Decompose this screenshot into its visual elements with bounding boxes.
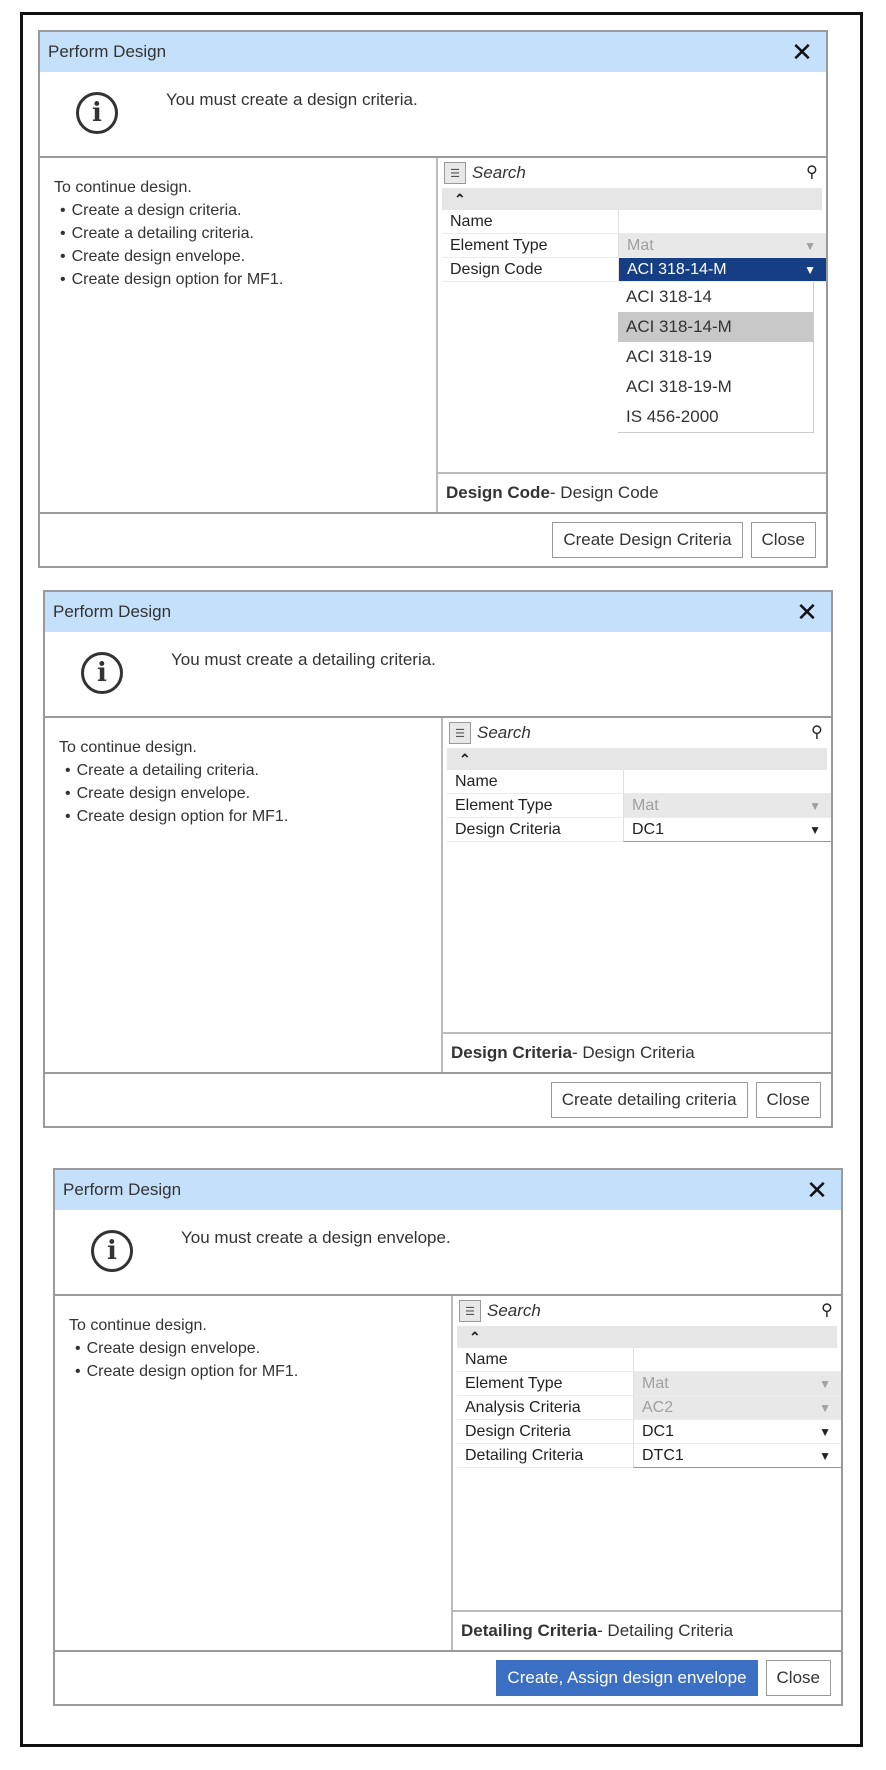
description-title: Design Criteria <box>451 1043 572 1062</box>
instructions-intro: To continue design. <box>69 1317 207 1334</box>
instruction-item: • Create design envelope. <box>59 782 288 805</box>
property-grid <box>451 1296 841 1650</box>
property-row <box>442 210 826 234</box>
collapse-toggle[interactable]: ⌃ <box>457 1326 837 1348</box>
close-icon[interactable]: ✕ <box>791 37 813 67</box>
element-type-select <box>623 794 831 818</box>
dropdown-arrow-icon: ▼ <box>819 1400 831 1415</box>
property-description <box>443 1032 831 1072</box>
name-field[interactable] <box>623 770 831 794</box>
dialog-title: Perform Design <box>48 42 167 61</box>
property-description <box>438 472 826 512</box>
dialog-footer <box>45 1074 831 1126</box>
instruction-item: • Create design option for MF1. <box>54 268 283 291</box>
instruction-item: • Create a design criteria. <box>54 199 283 222</box>
instructions <box>54 176 283 291</box>
create-design-criteria-button[interactable]: Create Design Criteria <box>552 522 742 558</box>
design-code-dropdown-list <box>618 282 814 433</box>
property-row <box>447 818 831 842</box>
search-input[interactable] <box>477 723 777 743</box>
description-title: Design Code <box>446 483 550 502</box>
instruction-item: • Create design envelope. <box>69 1337 298 1360</box>
property-name: Element Type <box>447 794 623 818</box>
property-row <box>447 794 831 818</box>
search-bar <box>438 158 826 188</box>
property-value: DC1 <box>642 1422 675 1440</box>
dropdown-arrow-icon[interactable]: ▼ <box>804 262 816 277</box>
dropdown-arrow-icon: ▼ <box>819 1376 831 1391</box>
instruction-item: • Create a detailing criteria. <box>54 222 283 245</box>
search-input[interactable] <box>487 1301 787 1321</box>
categorized-list-icon[interactable]: ☰ <box>444 162 466 184</box>
dropdown-option[interactable]: IS 456-2000 <box>626 407 719 426</box>
design-criteria-select[interactable] <box>623 818 831 842</box>
collapse-toggle[interactable]: ⌃ <box>447 748 827 770</box>
analysis-criteria-select <box>633 1396 841 1420</box>
property-name: Element Type <box>457 1372 633 1396</box>
property-name: Name <box>457 1348 633 1372</box>
instructions-intro: To continue design. <box>54 179 192 196</box>
detailing-criteria-select[interactable] <box>633 1444 841 1468</box>
description-text: - Detailing Criteria <box>597 1621 734 1640</box>
info-icon: i <box>91 1230 133 1272</box>
create-assign-design-envelope-button[interactable]: Create, Assign design envelope <box>496 1660 757 1696</box>
dropdown-option[interactable]: ACI 318-14 <box>626 287 712 306</box>
message-text: You must create a design criteria. <box>166 90 418 109</box>
property-name: Design Criteria <box>447 818 623 842</box>
dropdown-arrow-icon[interactable]: ▼ <box>819 1448 831 1463</box>
perform-design-dialog-3 <box>53 1168 843 1706</box>
dropdown-option[interactable]: ACI 318-19 <box>626 347 712 366</box>
dialog-title: Perform Design <box>53 602 172 621</box>
dialog-title: Perform Design <box>63 1180 182 1199</box>
property-value: ACI 318-14-M <box>627 260 727 278</box>
message-area <box>45 632 831 718</box>
element-type-select <box>633 1372 841 1396</box>
property-value: AC2 <box>642 1398 674 1416</box>
collapse-toggle[interactable]: ⌃ <box>442 188 822 210</box>
design-criteria-select[interactable] <box>633 1420 841 1444</box>
property-row <box>457 1372 841 1396</box>
search-icon[interactable]: ⚲ <box>811 724 823 741</box>
close-icon[interactable]: ✕ <box>806 1175 828 1205</box>
description-title: Detailing Criteria <box>461 1621 598 1640</box>
property-value: Mat <box>632 796 659 814</box>
property-row <box>457 1348 841 1372</box>
property-row <box>442 234 826 258</box>
property-row <box>447 770 831 794</box>
description-text: - Design Criteria <box>571 1043 695 1062</box>
dropdown-option[interactable]: ACI 318-14-M <box>618 312 813 342</box>
instructions <box>59 736 288 828</box>
info-icon: i <box>76 92 118 134</box>
property-name: Name <box>447 770 623 794</box>
categorized-list-icon[interactable]: ☰ <box>459 1300 481 1322</box>
name-field[interactable] <box>618 210 826 234</box>
instructions-intro: To continue design. <box>59 739 197 756</box>
message-area <box>55 1210 841 1296</box>
message-text: You must create a detailing criteria. <box>171 650 436 669</box>
property-value: DTC1 <box>642 1446 684 1464</box>
categorized-list-icon[interactable]: ☰ <box>449 722 471 744</box>
property-value: DC1 <box>632 820 665 838</box>
dialog-footer <box>40 514 826 566</box>
dialog-titlebar <box>45 592 831 632</box>
dialog-footer <box>55 1652 841 1704</box>
instructions <box>69 1314 298 1383</box>
instruction-item: • Create design envelope. <box>54 245 283 268</box>
property-row <box>442 258 826 282</box>
dropdown-arrow-icon: ▼ <box>809 798 821 813</box>
property-grid <box>436 158 826 512</box>
message-text: You must create a design envelope. <box>181 1228 451 1247</box>
dropdown-arrow-icon[interactable]: ▼ <box>809 822 821 837</box>
dialog-titlebar <box>55 1170 841 1210</box>
close-button[interactable]: Close <box>766 1660 831 1696</box>
property-description <box>453 1610 841 1650</box>
property-name: Analysis Criteria <box>457 1396 633 1420</box>
dialog-titlebar <box>40 32 826 72</box>
instruction-item: • Create design option for MF1. <box>59 805 288 828</box>
search-bar <box>453 1296 841 1326</box>
property-grid <box>441 718 831 1072</box>
property-name: Design Criteria <box>457 1420 633 1444</box>
property-name: Name <box>442 210 618 234</box>
property-name: Design Code <box>442 258 618 282</box>
name-field[interactable] <box>633 1348 841 1372</box>
search-bar <box>443 718 831 748</box>
perform-design-dialog-2 <box>43 590 833 1128</box>
close-button[interactable]: Close <box>751 522 816 558</box>
dropdown-arrow-icon: ▼ <box>804 238 816 253</box>
property-row <box>457 1444 841 1468</box>
instruction-item: • Create design option for MF1. <box>69 1360 298 1383</box>
element-type-select <box>618 234 826 258</box>
property-value: Mat <box>642 1374 669 1392</box>
property-row <box>457 1396 841 1420</box>
property-value: Mat <box>627 236 654 254</box>
message-area <box>40 72 826 158</box>
design-code-select[interactable] <box>618 258 826 282</box>
property-name: Element Type <box>442 234 618 258</box>
dialog-body <box>55 1296 841 1652</box>
perform-design-dialog-1 <box>38 30 828 568</box>
property-name: Detailing Criteria <box>457 1444 633 1468</box>
instruction-item: • Create a detailing criteria. <box>59 759 288 782</box>
create-detailing-criteria-button[interactable]: Create detailing criteria <box>551 1082 748 1118</box>
dialog-body <box>45 718 831 1074</box>
search-icon[interactable]: ⚲ <box>821 1302 833 1319</box>
dropdown-arrow-icon[interactable]: ▼ <box>819 1424 831 1439</box>
description-text: - Design Code <box>549 483 659 502</box>
close-icon[interactable]: ✕ <box>796 597 818 627</box>
dialog-body <box>40 158 826 514</box>
search-icon[interactable]: ⚲ <box>806 164 818 181</box>
close-button[interactable]: Close <box>756 1082 821 1118</box>
property-row <box>457 1420 841 1444</box>
search-input[interactable] <box>472 163 772 183</box>
info-icon: i <box>81 652 123 694</box>
dropdown-option[interactable]: ACI 318-19-M <box>626 377 732 396</box>
